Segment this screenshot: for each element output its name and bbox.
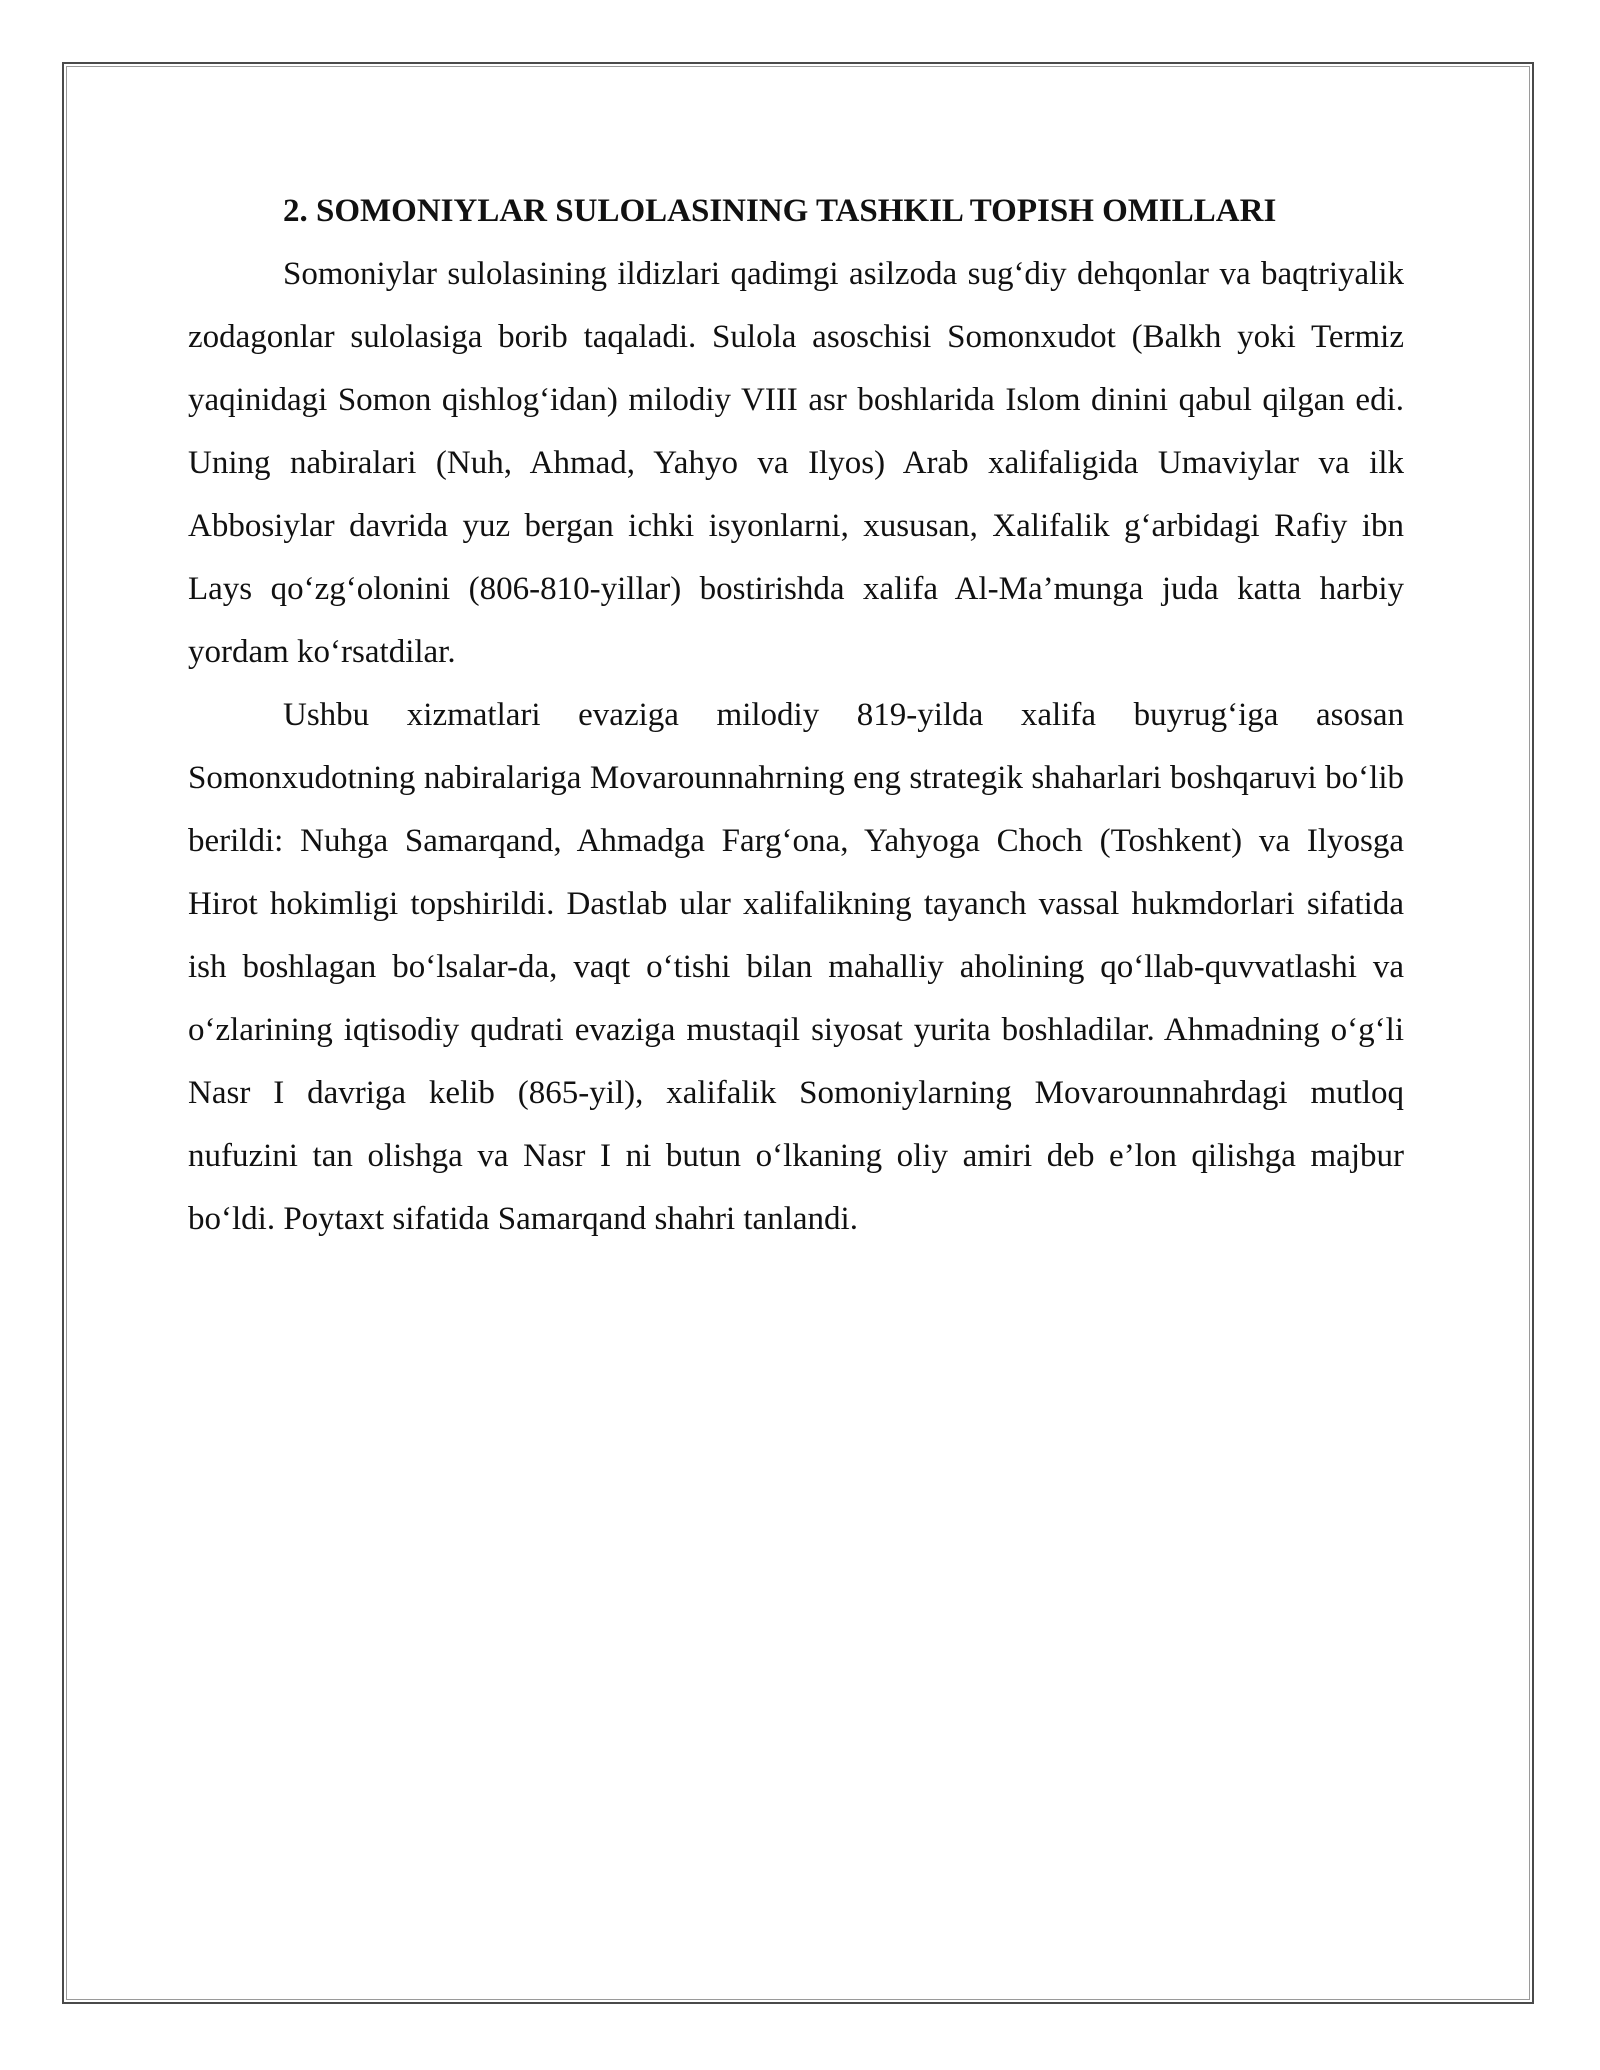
paragraph-2: Ushbu xizmatlari evaziga milodiy 819-yilda xalifa buyrug‘iga asosan Somonxudotning nabiralariga Movarounnahrning eng strategik shaharlari boshqaruvi bo‘lib berildi: Nuhga Samarqand, Ahmadga Farg‘ona, Yahyoga Choch (Toshkent) va Ilyosga Hirot hokimligi topshirildi. Dastlab ular xalifalikning tayanch vassal hukmdorlari sifatida ish boshlagan bo‘lsalar-da, vaqt o‘tishi bilan mahalliy aholining qo‘llab-quvvatlashi va o‘zlarining iqtisodiy qudrati evaziga mustaqil siyosat yurita boshladilar. Ahmadning o‘g‘li Nasr I davriga kelib (865-yil), xalifalik Somoniylarning Movarounnahrdagi mutloq nufuzini tan olishga va Nasr I ni butun o‘lkaning oliy amiri deb e’lon qilishga majbur bo‘ldi. Poytaxt sifatida Samarqand shahri tanlandi. [188, 697, 1404, 1237]
document-body [188, 180, 1404, 1251]
paragraph-1: Somoniylar sulolasining ildizlari qadimgi asilzoda sug‘diy dehqonlar va baqtriyalik zodagonlar sulolasiga borib taqaladi. Sulola asoschisi Somonxudot (Balkh yoki Termiz yaqinidagi Somon qishlog‘idan) milodiy VIII asr boshlarida Islom dinini qabul qilgan edi. Uning nabiralari (Nuh, Ahmad, Yahyo va Ilyos) Arab xalifaligida Umaviylar va ilk Abbosiylar davrida yuz bergan ichki isyonlarni, xususan, Xalifalik g‘arbidagi Rafiy ibn Lays qo‘zg‘olonini (806-810-yillar) bostirishda xalifa Al-Ma’munga juda katta harbiy yordam ko‘rsatdilar. [188, 256, 1404, 670]
section-heading: 2. SOMONIYLAR SULOLASINING TASHKIL TOPISH OMILLARI [283, 193, 1277, 229]
